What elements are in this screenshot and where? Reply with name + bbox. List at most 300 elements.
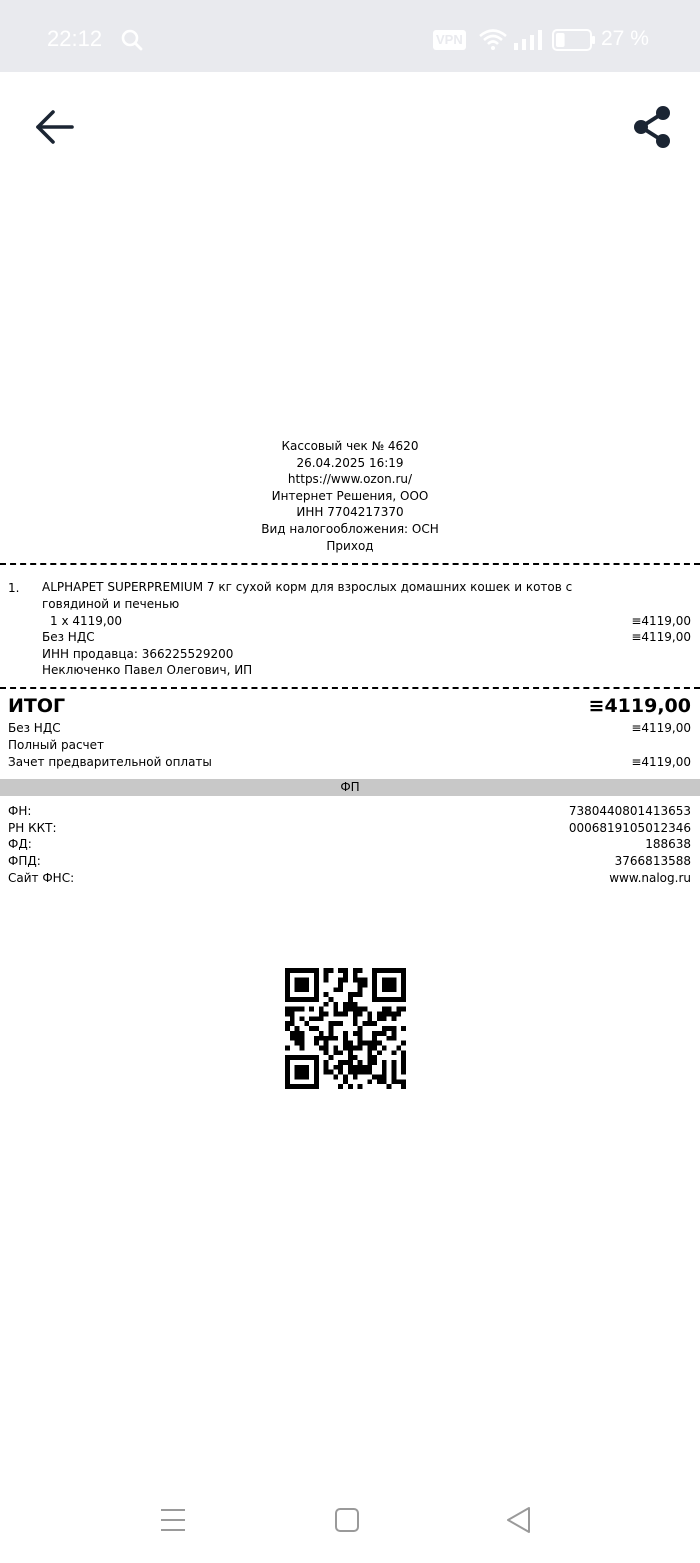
qr-module (304, 987, 309, 992)
qr-module (343, 1041, 348, 1046)
qr-module (348, 1060, 353, 1065)
qr-module (372, 1055, 377, 1060)
total-vat-value: ≡4119,00 (631, 721, 691, 735)
qr-module (343, 1036, 348, 1041)
vpn-badge: VPN (433, 30, 466, 50)
divider (0, 563, 700, 565)
qr-module (387, 1084, 392, 1089)
qr-module (304, 978, 309, 983)
qr-module (387, 1036, 392, 1041)
qr-module (290, 1055, 295, 1060)
qr-module (353, 973, 358, 978)
qr-module (304, 1074, 309, 1079)
qr-module (391, 1065, 396, 1070)
qr-module (309, 1055, 314, 1060)
qr-module (338, 987, 343, 992)
qr-module (290, 968, 295, 973)
qr-module (343, 1007, 348, 1012)
fiscal-label-fpd: ФПД: (8, 854, 41, 868)
qr-module (304, 983, 309, 988)
qr-module (382, 1031, 387, 1036)
qr-module (391, 1026, 396, 1031)
qr-module (367, 1060, 372, 1065)
qr-module (304, 1055, 309, 1060)
qr-module (382, 1074, 387, 1079)
qr-module (314, 1060, 319, 1065)
qr-module (401, 1026, 406, 1031)
qr-module (333, 1045, 338, 1050)
qr-module (358, 1060, 363, 1065)
qr-module (391, 1079, 396, 1084)
qr-module (300, 1074, 305, 1079)
qr-module (353, 968, 358, 973)
item-number: 1. (8, 581, 20, 595)
qr-module (338, 1070, 343, 1075)
signal-icon (514, 30, 544, 50)
qr-module (290, 1012, 295, 1017)
qr-module (367, 1065, 372, 1070)
qr-module (290, 1021, 295, 1026)
qr-module (358, 987, 363, 992)
qr-module (372, 968, 377, 973)
qr-module (324, 1002, 329, 1007)
qr-module (333, 1074, 338, 1079)
qr-module (300, 987, 305, 992)
qr-module (324, 968, 329, 973)
qr-module (338, 978, 343, 983)
qr-module (314, 968, 319, 973)
qr-module (391, 1036, 396, 1041)
qr-module (391, 983, 396, 988)
qr-module (314, 1070, 319, 1075)
qr-module (382, 983, 387, 988)
qr-module (285, 1045, 290, 1050)
qr-module (348, 1055, 353, 1060)
qr-module (300, 1041, 305, 1046)
qr-module (391, 978, 396, 983)
qr-module (333, 1007, 338, 1012)
qr-module (382, 1070, 387, 1075)
qr-module (348, 1084, 353, 1089)
qr-module (362, 1021, 367, 1026)
qr-module (329, 1070, 334, 1075)
qr-module (333, 1050, 338, 1055)
qr-module (372, 973, 377, 978)
qr-module (367, 1050, 372, 1055)
status-bar (0, 0, 700, 72)
qr-module (309, 1007, 314, 1012)
qr-module (300, 1016, 305, 1021)
qr-module (401, 1065, 406, 1070)
qr-module (372, 1021, 377, 1026)
qr-module (314, 1036, 319, 1041)
fiscal-label-fns-site: Сайт ФНС: (8, 871, 75, 885)
qr-module (343, 1002, 348, 1007)
payment-type: Полный расчет (8, 738, 104, 752)
qr-module (353, 1045, 358, 1050)
qr-module (391, 1060, 396, 1065)
qr-module (387, 978, 392, 983)
qr-module (391, 1016, 396, 1021)
qr-module (300, 1084, 305, 1089)
total-label: ИТОГ (8, 695, 66, 717)
qr-module (387, 1012, 392, 1017)
item-vat-label: Без НДС (42, 630, 95, 644)
battery-icon (552, 29, 596, 51)
qr-module (391, 1074, 396, 1079)
qr-module (401, 987, 406, 992)
qr-module (314, 997, 319, 1002)
qr-module (358, 968, 363, 973)
qr-module (396, 968, 401, 973)
qr-module (314, 1084, 319, 1089)
qr-module (348, 992, 353, 997)
share-icon[interactable] (630, 104, 674, 150)
qr-module (300, 1045, 305, 1050)
qr-module (343, 1012, 348, 1017)
total-vat-label: Без НДС (8, 721, 61, 735)
qr-module (387, 997, 392, 1002)
qr-module (367, 1079, 372, 1084)
qr-module (401, 968, 406, 973)
qr-module (319, 1036, 324, 1041)
qr-module (353, 1002, 358, 1007)
qr-module (338, 1065, 343, 1070)
qr-module (367, 1012, 372, 1017)
qr-module (362, 1070, 367, 1075)
qr-module (290, 997, 295, 1002)
back-arrow-icon[interactable] (34, 106, 76, 148)
qr-module (353, 1012, 358, 1017)
qr-module (324, 1070, 329, 1075)
qr-module (324, 1041, 329, 1046)
qr-module (295, 1084, 300, 1089)
qr-module (372, 1074, 377, 1079)
qr-module (285, 1007, 290, 1012)
qr-module (382, 1060, 387, 1065)
qr-module (401, 983, 406, 988)
qr-module (362, 1065, 367, 1070)
prepayment-value: ≡4119,00 (631, 755, 691, 769)
qr-module (358, 1070, 363, 1075)
qr-module (329, 997, 334, 1002)
receipt-company-inn: ИНН 7704217370 (296, 505, 404, 519)
qr-module (382, 1007, 387, 1012)
qr-module (396, 1079, 401, 1084)
qr-module (338, 1050, 343, 1055)
qr-module (353, 1065, 358, 1070)
qr-module (348, 1041, 353, 1046)
qr-module (314, 1055, 319, 1060)
qr-module (314, 1041, 319, 1046)
qr-module (372, 1031, 377, 1036)
qr-module (396, 1045, 401, 1050)
qr-module (358, 978, 363, 983)
qr-module (319, 1016, 324, 1021)
qr-module (338, 983, 343, 988)
qr-module (372, 992, 377, 997)
qr-module (377, 1012, 382, 1017)
item-title: ALPHAPET SUPERPREMIUM 7 кг сухой корм для взрослых домашних кошек и котов с говядиной и печенью (42, 580, 573, 611)
qr-module (324, 973, 329, 978)
prepayment-label: Зачет предварительной оплаты (8, 755, 212, 769)
qr-module (343, 1031, 348, 1036)
qr-module (285, 1026, 290, 1031)
qr-module (324, 992, 329, 997)
fiscal-value-fd: 188638 (645, 837, 691, 851)
qr-module (285, 1021, 290, 1026)
back-triangle-icon[interactable] (506, 1506, 532, 1534)
qr-module (295, 1065, 300, 1070)
qr-module (353, 1021, 358, 1026)
qr-module (333, 987, 338, 992)
qr-module (348, 1070, 353, 1075)
receipt-tax-system: Вид налогообложения: ОСН (261, 522, 439, 536)
qr-module (309, 1026, 314, 1031)
qr-module (290, 1007, 295, 1012)
qr-module (285, 987, 290, 992)
qr-module (401, 992, 406, 997)
qr-module (372, 1041, 377, 1046)
qr-module (285, 1012, 290, 1017)
qr-module (391, 1012, 396, 1017)
fiscal-value-fpd: 3766813588 (614, 854, 691, 868)
qr-module (362, 978, 367, 983)
qr-module (382, 1045, 387, 1050)
qr-module (285, 997, 290, 1002)
qr-module (333, 1002, 338, 1007)
qr-module (401, 1007, 406, 1012)
qr-module (309, 1084, 314, 1089)
qr-module (333, 1065, 338, 1070)
qr-module (358, 1041, 363, 1046)
qr-module (367, 1041, 372, 1046)
qr-module (377, 968, 382, 973)
item-qty-price: 1 x 4119,00 (50, 614, 122, 628)
qr-module (295, 1031, 300, 1036)
qr-module (362, 983, 367, 988)
qr-module (324, 1036, 329, 1041)
qr-module (304, 1084, 309, 1089)
qr-module (309, 968, 314, 973)
qr-module (387, 1007, 392, 1012)
qr-module (377, 1016, 382, 1021)
receipt-operation-type: Приход (326, 539, 374, 553)
menu-icon[interactable] (160, 1507, 186, 1533)
qr-module (300, 1055, 305, 1060)
qr-module (314, 978, 319, 983)
qr-module (324, 1050, 329, 1055)
qr-module (285, 978, 290, 983)
qr-module (377, 1050, 382, 1055)
qr-module (348, 1045, 353, 1050)
qr-module (314, 1074, 319, 1079)
qr-module (290, 1036, 295, 1041)
qr-module (353, 1007, 358, 1012)
qr-module (401, 1084, 406, 1089)
fiscal-value-fn: 7380440801413653 (568, 804, 691, 818)
qr-module (304, 997, 309, 1002)
qr-module (401, 1041, 406, 1046)
qr-module (295, 978, 300, 983)
receipt-number: Кассовый чек № 4620 (281, 439, 419, 453)
qr-module (396, 1012, 401, 1017)
qr-module (338, 1060, 343, 1065)
qr-module (300, 1031, 305, 1036)
qr-module (382, 968, 387, 973)
qr-module (300, 983, 305, 988)
qr-module (343, 1079, 348, 1084)
qr-module (343, 973, 348, 978)
qr-module (358, 1026, 363, 1031)
qr-module (372, 983, 377, 988)
qr-module (285, 1055, 290, 1060)
qr-module (391, 1050, 396, 1055)
qr-module (362, 1007, 367, 1012)
qr-module (295, 1026, 300, 1031)
qr-module (382, 1012, 387, 1017)
qr-module (314, 1026, 319, 1031)
qr-module (295, 1055, 300, 1060)
qr-module (353, 1070, 358, 1075)
qr-module (290, 1016, 295, 1021)
qr-module (396, 997, 401, 1002)
qr-module (358, 992, 363, 997)
qr-module (295, 997, 300, 1002)
qr-module (319, 1012, 324, 1017)
qr-module (300, 1036, 305, 1041)
qr-module (319, 1007, 324, 1012)
qr-module (362, 1041, 367, 1046)
qr-module (333, 1036, 338, 1041)
qr-module (382, 978, 387, 983)
qr-module (367, 1016, 372, 1021)
qr-module (314, 1016, 319, 1021)
qr-module (391, 987, 396, 992)
qr-module (295, 1036, 300, 1041)
qr-module (358, 1012, 363, 1017)
qr-module (314, 987, 319, 992)
qr-module (401, 997, 406, 1002)
qr-module (285, 1079, 290, 1084)
qr-module (309, 997, 314, 1002)
qr-module (377, 1074, 382, 1079)
qr-module (367, 1055, 372, 1060)
qr-module (348, 1007, 353, 1012)
qr-module (285, 968, 290, 973)
qr-module (391, 1070, 396, 1075)
qr-module (285, 1074, 290, 1079)
qr-module (382, 1065, 387, 1070)
qr-module (319, 1045, 324, 1050)
qr-module (372, 1060, 377, 1065)
divider (0, 687, 700, 689)
qr-module (382, 997, 387, 1002)
qr-module (401, 1070, 406, 1075)
qr-module (382, 1026, 387, 1031)
qr-module (382, 1079, 387, 1084)
qr-module (329, 1055, 334, 1060)
qr-module (401, 1055, 406, 1060)
qr-module (348, 997, 353, 1002)
qr-module (367, 1045, 372, 1050)
qr-module (338, 1021, 343, 1026)
receipt-site: https://www.ozon.ru/ (287, 472, 413, 486)
total-value: ≡4119,00 (588, 695, 691, 717)
qr-module (329, 1036, 334, 1041)
item-vat-value: ≡4119,00 (631, 630, 691, 644)
qr-module (358, 1084, 363, 1089)
qr-module (387, 983, 392, 988)
qr-module (391, 1031, 396, 1036)
wifi-icon (478, 28, 508, 50)
qr-module (358, 1031, 363, 1036)
receipt-datetime: 26.04.2025 16:19 (296, 456, 404, 470)
qr-module (353, 992, 358, 997)
home-icon[interactable] (334, 1507, 360, 1533)
qr-module (353, 1074, 358, 1079)
qr-module (367, 1021, 372, 1026)
item-qty-total: ≡4119,00 (631, 614, 691, 628)
qr-module (300, 1070, 305, 1075)
qr-module (358, 1007, 363, 1012)
qr-module (314, 992, 319, 997)
qr-module (304, 1070, 309, 1075)
qr-module (300, 978, 305, 983)
qr-module (324, 1060, 329, 1065)
qr-module (343, 978, 348, 983)
qr-module (304, 1021, 309, 1026)
qr-module (314, 983, 319, 988)
qr-module (377, 997, 382, 1002)
fp-section-bar: ФП (0, 779, 700, 796)
fiscal-value-rn-kkt: 0006819105012346 (568, 821, 691, 835)
qr-module (304, 1065, 309, 1070)
qr-module (324, 1065, 329, 1070)
item-seller-inn: ИНН продавца: 366225529200 (42, 647, 234, 661)
qr-module (309, 1016, 314, 1021)
qr-module (358, 1065, 363, 1070)
qr-module (377, 1079, 382, 1084)
qr-module (295, 1041, 300, 1046)
qr-module (372, 978, 377, 983)
battery-percent: 27 % (601, 27, 649, 50)
fiscal-label-fn: ФН: (8, 804, 32, 818)
qr-module (285, 992, 290, 997)
qr-module (377, 1031, 382, 1036)
qr-module (343, 968, 348, 973)
qr-module (387, 968, 392, 973)
qr-module (290, 1084, 295, 1089)
item-seller-name: Неключенко Павел Олегович, ИП (42, 663, 253, 677)
qr-module (372, 987, 377, 992)
qr-module (401, 978, 406, 983)
qr-module (338, 968, 343, 973)
qr-module (372, 1036, 377, 1041)
qr-module (314, 1065, 319, 1070)
search-icon (120, 28, 144, 52)
fiscal-label-fd: ФД: (8, 837, 32, 851)
qr-module (401, 973, 406, 978)
qr-module (353, 1031, 358, 1036)
qr-module (377, 1041, 382, 1046)
qr-module (285, 1084, 290, 1089)
qr-module (300, 1065, 305, 1070)
qr-module (338, 1084, 343, 1089)
qr-module (329, 1031, 334, 1036)
qr-module (387, 1026, 392, 1031)
qr-module (295, 1070, 300, 1075)
